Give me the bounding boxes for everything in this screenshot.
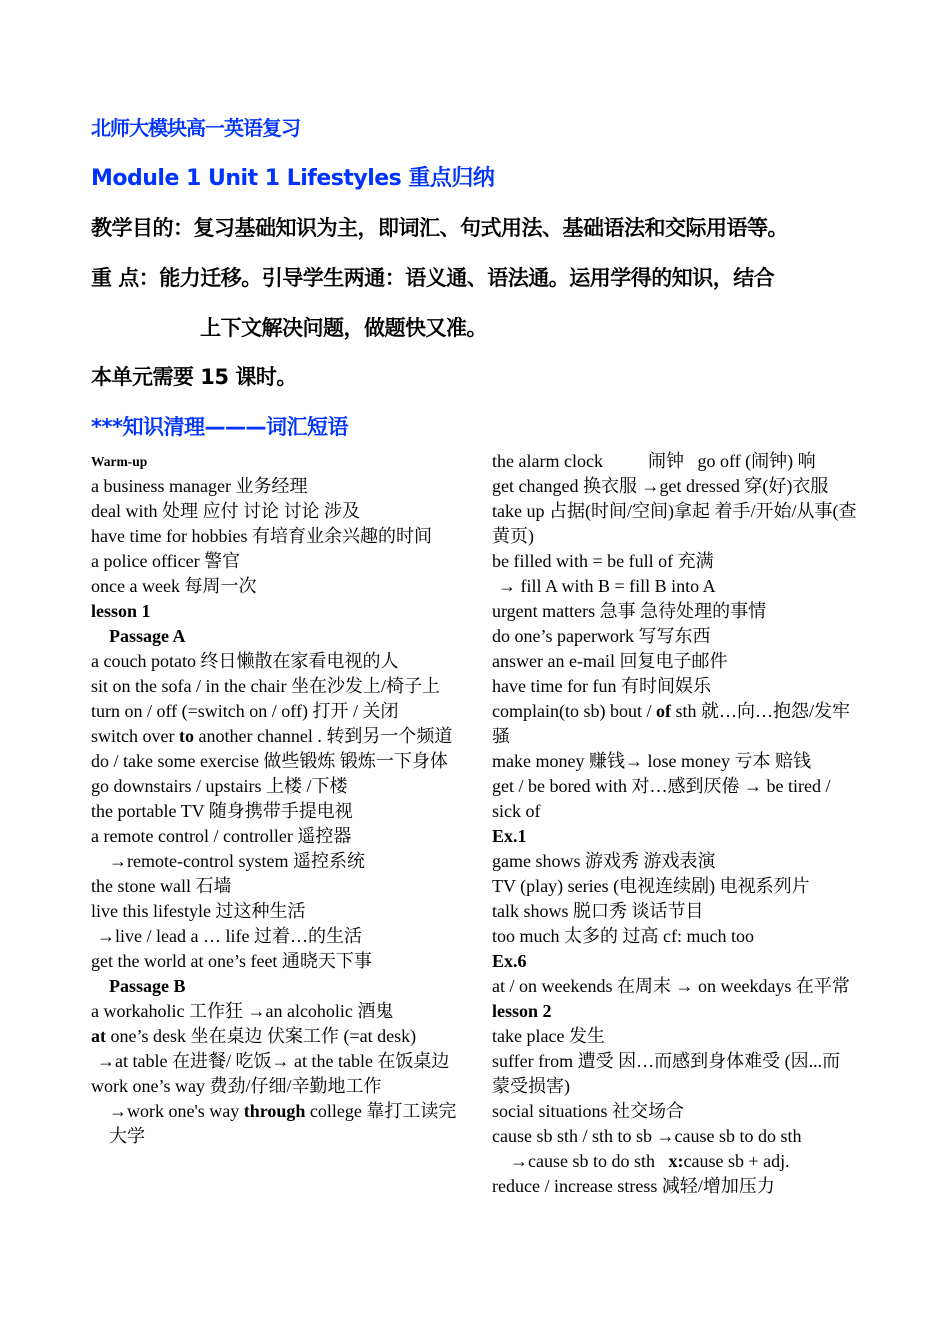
vocab-item: →at table 在进餐/ 吃饭→ at the table 在饭桌边	[97, 1051, 450, 1071]
class-hours: 本单元需要 15 课时。	[91, 365, 297, 389]
vocab-item: social situations 社交场合	[492, 1101, 684, 1121]
doc-subtitle: Module 1 Unit 1 Lifestyles 重点归纳	[91, 166, 495, 191]
vocab-item: a police officer 警官	[91, 551, 241, 571]
exercise-label: Ex.1	[492, 826, 527, 846]
exercise-label: Ex.6	[492, 951, 527, 971]
key-points: 重 点：能力迁移。引导学生两通：语义通、语法通。运用学得的知识，结合	[91, 266, 775, 290]
vocab-item: get / be bored with 对…感到厌倦 → be tired / sick of	[492, 776, 831, 821]
vocab-item: take place 发生	[492, 1026, 605, 1046]
vocab-item: a remote control / controller 遥控器	[91, 826, 352, 846]
vocab-item: urgent matters 急事 急待处理的事情	[492, 601, 767, 621]
vocab-item: reduce / increase stress 减轻/增加压力	[492, 1176, 775, 1196]
vocab-item: once a week 每周一次	[91, 576, 257, 596]
doc-title: 北师大模块高一英语复习	[91, 116, 300, 140]
vocab-item: cause sb sth / sth to sb →cause sb to do sth	[492, 1126, 802, 1146]
vocab-item: too much 太多的 过高 cf: much too	[492, 926, 754, 946]
lesson-label: lesson 1	[91, 601, 151, 621]
vocab-item: at one’s desk 坐在桌边 伏案工作 (=at desk)	[91, 1026, 417, 1046]
vocab-item: go downstairs / upstairs 上楼 /下楼	[91, 776, 348, 796]
vocab-item: game shows 游戏秀 游戏表演	[492, 851, 716, 871]
passage-label: Passage B	[109, 976, 186, 996]
vocab-item: TV (play) series (电视连续剧) 电视系列片	[492, 876, 810, 896]
teaching-goal: 教学目的：复习基础知识为主，即词汇、句式用法、基础语法和交际用语等。	[91, 216, 788, 240]
vocab-item: →live / lead a … life 过着…的生活	[97, 926, 362, 946]
vocab-item: suffer from 遭受 因…而感到身体难受 (因...而蒙受损害)	[492, 1051, 841, 1096]
lesson-label: lesson 2	[492, 1001, 552, 1021]
vocab-item: →cause sb to do sth x:cause sb + adj.	[510, 1151, 790, 1171]
vocab-item: deal with 处理 应付 讨论 讨论 涉及	[91, 501, 360, 521]
vocab-item: make money 赚钱→ lose money 亏本 赔钱	[492, 751, 811, 771]
vocab-item: work one’s way 费劲/仔细/辛勤地工作	[91, 1076, 382, 1096]
vocab-item: have time for fun 有时间娱乐	[492, 676, 711, 696]
vocab-item: the alarm clock 闹钟 go off (闹钟) 响	[492, 451, 816, 471]
vocab-item: complain(to sb) bout / of sth 就…向…抱怨/发牢骚	[492, 701, 850, 746]
vocab-item: switch over to another channel . 转到另一个频道	[91, 726, 453, 746]
vocab-item: sit on the sofa / in the chair 坐在沙发上/椅子上	[91, 676, 440, 696]
vocab-item: turn on / off (=switch on / off) 打开 / 关闭	[91, 701, 399, 721]
vocab-item: get changed 换衣服 →get dressed 穿(好)衣服	[492, 476, 829, 496]
vocab-item: a couch potato 终日懒散在家看电视的人	[91, 651, 399, 671]
left-column	[91, 449, 463, 1149]
section-label: Warm-up	[91, 454, 148, 469]
vocab-item: get the world at one’s feet 通晓天下事	[91, 951, 372, 971]
vocab-item: →work one's way through college 靠打工读完大学	[109, 1101, 457, 1146]
vocab-item: take up 占据(时间/空间)拿起 着手/开始/从事(查黄页)	[492, 501, 857, 546]
vocab-item: the stone wall 石墙	[91, 876, 232, 896]
vocab-item: do one’s paperwork 写写东西	[492, 626, 711, 646]
vocab-item: a business manager 业务经理	[91, 476, 308, 496]
vocab-item: live this lifestyle 过这种生活	[91, 901, 306, 921]
vocab-item: do / take some exercise 做些锻炼 锻炼一下身体	[91, 751, 448, 771]
vocab-item: a workaholic 工作狂 →an alcoholic 酒鬼	[91, 1001, 394, 1021]
key-points-cont: 上下文解决问题，做题快又准。	[200, 316, 487, 340]
passage-label: Passage A	[109, 626, 186, 646]
vocab-item: →remote-control system 遥控系统	[109, 851, 365, 871]
right-column	[492, 449, 857, 1199]
vocab-item: talk shows 脱口秀 谈话节目	[492, 901, 704, 921]
vocab-item: have time for hobbies 有培育业余兴趣的时间	[91, 526, 432, 546]
vocab-item: answer an e-mail 回复电子邮件	[492, 651, 728, 671]
section-heading: ***知识清理———词汇短语	[91, 415, 348, 439]
vocab-item: → fill A with B = fill B into A	[498, 576, 716, 596]
vocab-item: at / on weekends 在周末 → on weekdays 在平常	[492, 976, 850, 996]
vocab-item: the portable TV 随身携带手提电视	[91, 801, 353, 821]
vocab-item: be filled with = be full of 充满	[492, 551, 714, 571]
